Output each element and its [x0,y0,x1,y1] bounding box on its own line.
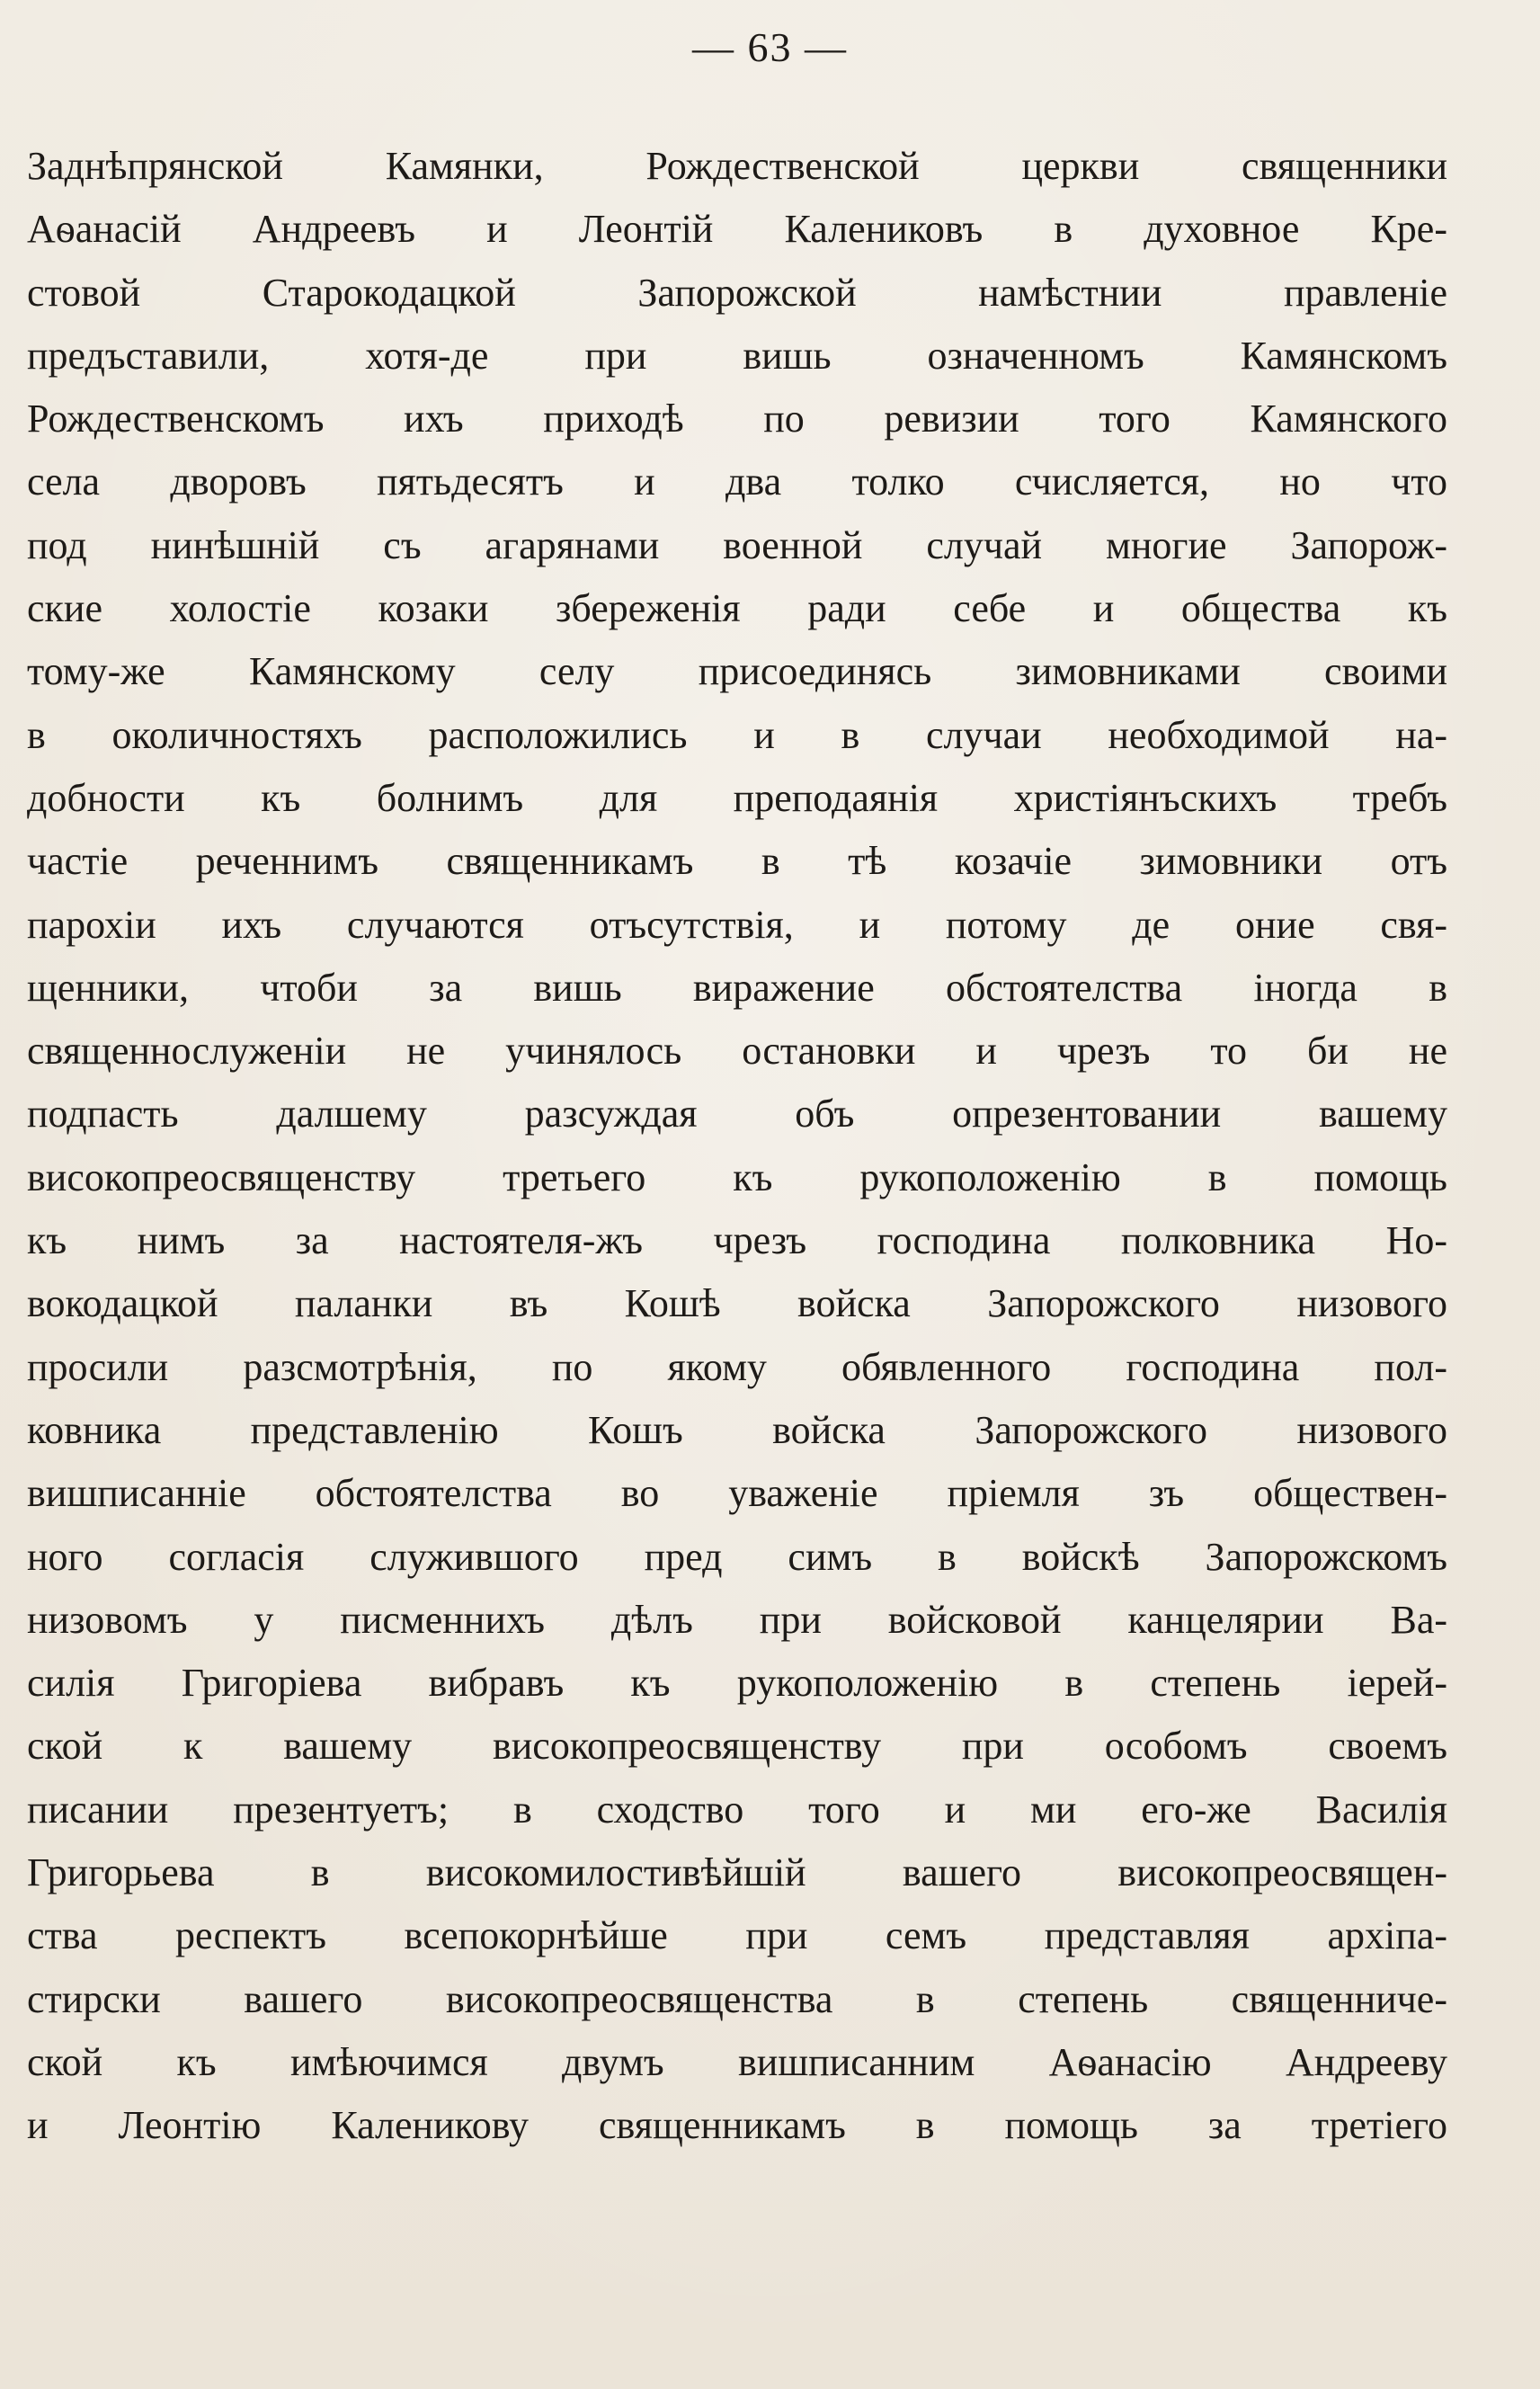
text-line: частіе реченнимъ священникамъ в тѣ козачіе зимовники отъ [27,839,1447,884]
text-line: Рождественскомъ ихъ приходѣ по ревизии того Камянского [27,397,1447,441]
text-line: и Леонтію Каленикову священникамъ в помощь за третіего [27,2103,1447,2148]
text-line: Заднѣпрянской Камянки, Рождественской церкви священники [27,144,1447,188]
text-line: Григорьева в високомилостивѣйшій вашего високопреосвящен- [27,1850,1447,1895]
page-number: — 63 — [692,24,848,70]
text-line: Аѳанасій Андреевъ и Леонтій Калениковъ в духовное Кре- [27,207,1447,252]
text-line: парохіи ихъ случаются отъсутствія, и потому де оние свя- [27,902,1447,947]
text-line: ства респектъ всепокорнѣйше при семъ представляя архіпа- [27,1913,1447,1958]
text-line: просили разсмотрѣнія, по якому обявленного господина пол- [27,1344,1447,1389]
text-line: щенники, чтоби за вишь виражение обстоятелства іногда в [27,965,1447,1010]
text-line: ской къ имѣючимся двумъ вишписанним Аѳанасію Андрееву [27,2039,1447,2084]
text-line: силія Григоріева вибравъ къ рукоположенію в степень іерей- [27,1661,1447,1706]
text-line: тому-же Камянскому селу присоединясь зимовниками своими [27,649,1447,694]
text-line: предъставили, хотя-де при вишь означенномъ Камянскомъ [27,333,1447,378]
text-line: ские холостіе козаки збереженія ради себе и общества къ [27,586,1447,631]
text-line: низовомъ у писменнихъ дѣлъ при войсковой канцелярии Ва- [27,1597,1447,1642]
text-line: ковника представленію Кошъ войска Запорожского низового [27,1407,1447,1452]
text-line: под нинѣшній съ агарянами военной случай многие Запорож- [27,522,1447,567]
text-line: къ нимъ за настоятеля-жъ чрезъ господина полковника Но- [27,1218,1447,1263]
text-line: ской к вашему високопреосвященству при особомъ своемъ [27,1724,1447,1769]
text-line: вокодацкой паланки въ Кошѣ войска Запорожского низового [27,1281,1447,1326]
text-line: стовой Старокодацкой Запорожской намѣстнии правленіе [27,270,1447,315]
text-line: священнослуженіи не учинялось остановки и чрезъ то би не [27,1029,1447,1074]
text-line: ного согласія служившого пред симъ в войскѣ Запорожскомъ [27,1534,1447,1579]
text-line: села дворовъ пятьдесятъ и два толко счисляется, но что [27,459,1447,504]
text-line: вишписанніе обстоятелства во уваженіе пріемля зъ обществен- [27,1471,1447,1516]
text-line: подпасть далшему разсуждая объ опрезентовании вашему [27,1092,1447,1137]
text-line: добности къ болнимъ для преподаянія христіянъскихъ требъ [27,775,1447,820]
text-line: писании презентуетъ; в сходство того и ми его-же Василія [27,1787,1447,1832]
body-text [27,135,1447,2158]
text-line: високопреосвященству третьего къ рукоположенію в помощь [27,1154,1447,1199]
text-line: в околичностяхъ расположились и в случаи необходимой на- [27,712,1447,757]
text-line: стирски вашего високопреосвященства в степень священниче- [27,1976,1447,2021]
